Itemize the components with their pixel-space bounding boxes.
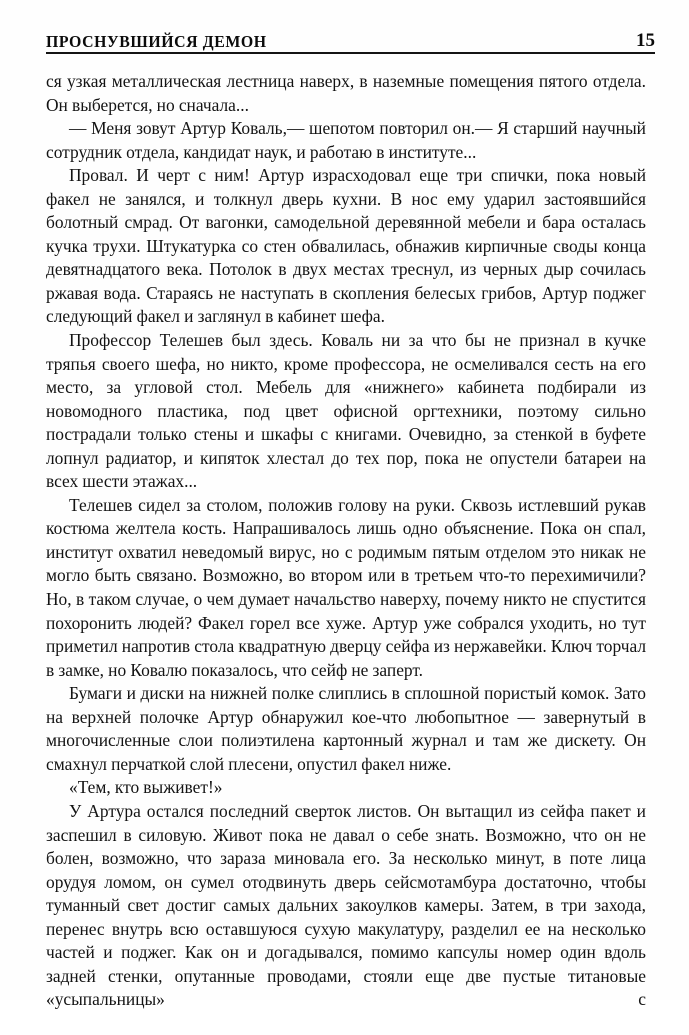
- paragraph: «Тем, кто выживет!»: [69, 777, 223, 798]
- paragraph: ся узкая металлическая лестница наверх, в наземные помещения пятого отдела. Он выберется, но сначала...: [46, 71, 646, 115]
- body-text-block: [46, 70, 646, 1035]
- paragraph: Провал. И черт с ним! Артур израсходовал еще три спички, пока новый факел не занялся, и толкнул дверь кухни. В нос ему ударил застоявшийся болотный смрад. От вагонки, самодельной деревянной мебели и бара осталась кучка трухи. Штукатурка со стен обвалилась, обнажив кирпичные своды конца девятнадцатого века. Потолок в двух местах треснул, из черных дыр сочилась ржавая вода. Стараясь не наступать в скопления белесых грибов, Артур поджег следующий факел и заглянул в кабинет шефа.: [46, 165, 646, 327]
- paragraph: У Артура остался последний сверток листов. Он вытащил из сейфа пакет и заспешил в силовую. Живот пока не давал о себе знать. Возможно, что он не болен, возможно, что зараза миновала его. За несколько минут, в поте лица орудуя ломом, он сумел отодвинуть дверь сейсмотамбура достаточно, чтобы туманный свет достиг самых дальних закоулков камеры. Затем, в три захода, перенес внутрь всю оставшуюся сухую макулатуру, разделил ее на несколько частей и поджег. Как он и догадывался, помимо капсулы номер один вдоль задней стенки, опутанные проводами, стояли еще две пустые титановые «усыпальницы» с: [46, 800, 646, 1010]
- paragraph: Телешев сидел за столом, положив голову на руки. Сквозь истлевший рукав костюма желтела кость. Напрашивалось лишь одно объяснение. Пока он спал, институт охватил неведомый вирус, но с родимым пятым отделом это никак не могло быть связано. Возможно, во втором или в третьем что-то перехимичили? Но, в таком случае, о чем думает начальство наверху, почему никто не спустится похоронить людей? Факел горел все хуже. Артур уже собрался уходить, но тут приметил напротив стола квадратную дверцу сейфа из нержавейки. Ключ торчал в замке, но Ковалю показалось, что сейф не заперт.: [46, 494, 647, 680]
- paragraph: — Меня зовут Артур Коваль,— шепотом повторил он.— Я старший научный сотрудник отдела, кандидат наук, и работаю в институте...: [46, 118, 646, 162]
- running-head-rule: [46, 52, 655, 54]
- page-number: 15: [636, 30, 655, 51]
- paragraph: Профессор Телешев был здесь. Коваль ни за что бы не признал в кучке тряпья своего шефа, но никто, кроме профессора, не осмеливался сесть на его место, за угловой стол. Мебель для «нижнего» кабинета подбирали из новомодного пластика, под цвет офисной оргтехники, поэтому сильно пострадали только стены и шкафы с книгами. Очевидно, за стенкой в буфете лопнул радиатор, и кипяток хлестал до тех пор, пока не опустели батареи на всех шести этажах...: [46, 330, 646, 492]
- running-head-title: ПРОСНУВШИЙСЯ ДЕМОН: [46, 31, 267, 51]
- paragraph: Бумаги и диски на нижней полке слиплись в сплошной пористый комок. Зато на верхней полочке Артур обнаружил кое-что любопытное — завернутый в многочисленные слои полиэтилена картонный журнал и там же дискету. Он смахнул перчаткой слой плесени, опустил факел ниже.: [46, 683, 646, 774]
- running-head: [46, 18, 655, 50]
